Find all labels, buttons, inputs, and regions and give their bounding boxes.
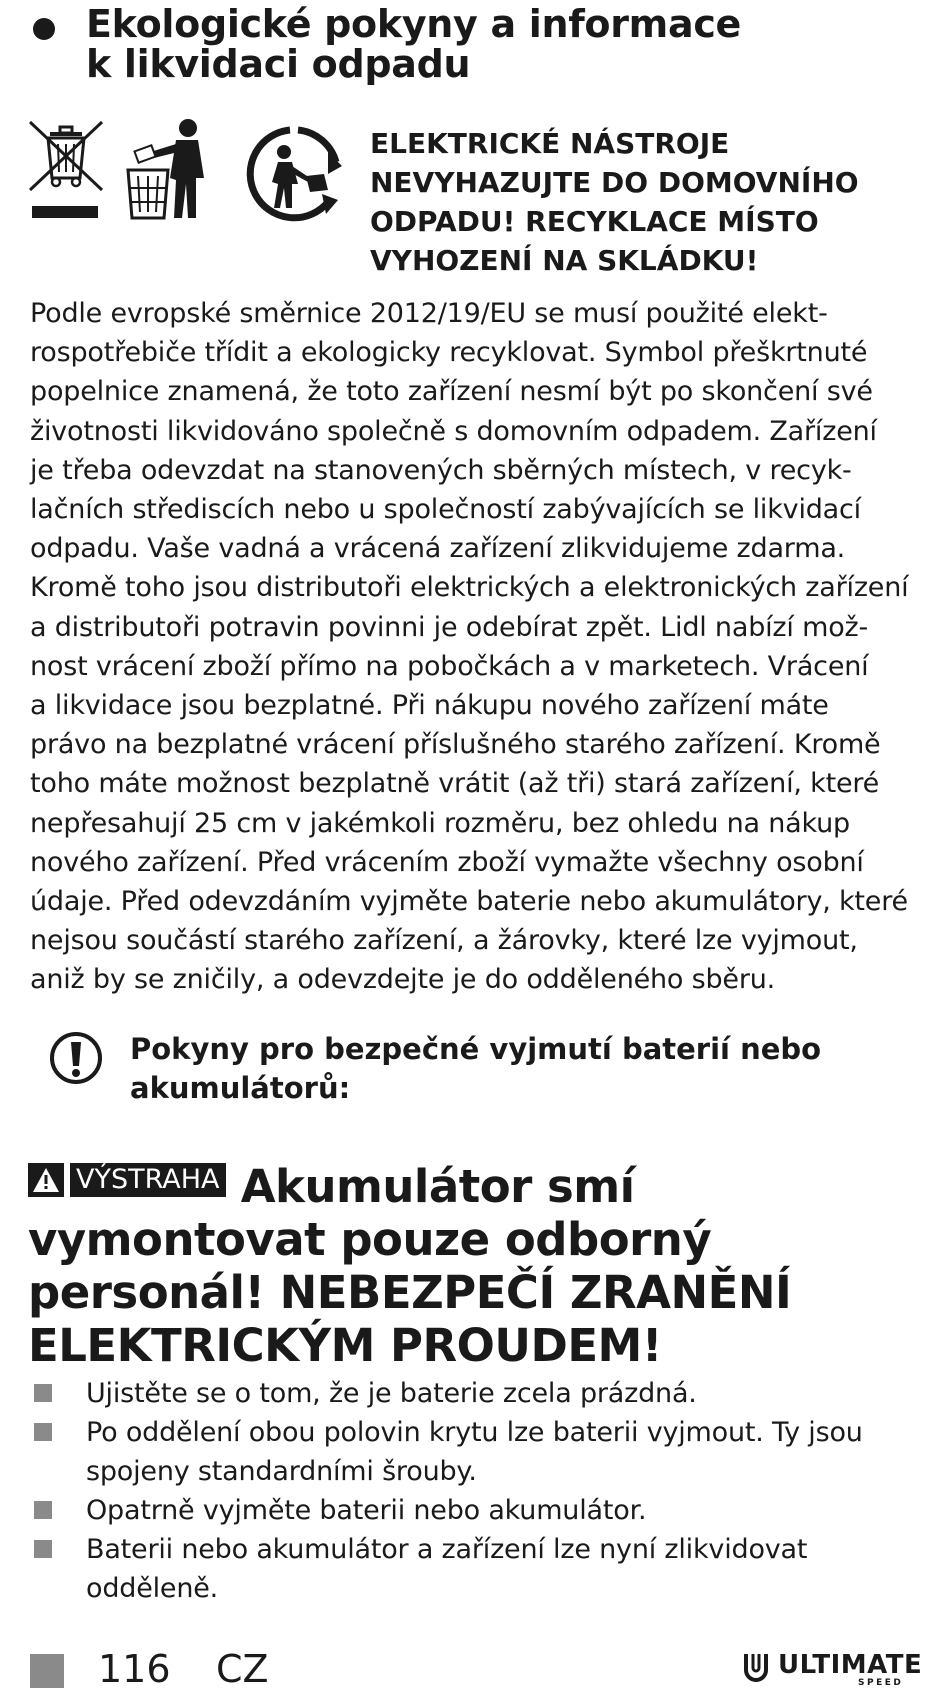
body-line: nost vrácení zboží přímo na pobočkách a v marketech. Vrácení	[30, 650, 869, 682]
body-line: a likvidace jsou bezplatné. Při nákupu nového zařízení máte	[30, 690, 829, 722]
notice-line-2: akumulátorů:	[130, 1071, 351, 1105]
notice-line-1: Pokyny pro bezpečné vyjmutí baterií nebo	[130, 1032, 822, 1066]
danger-warning	[28, 1160, 928, 1372]
danger-line-1: Akumulátor smí	[240, 1160, 635, 1213]
body-line: aniž by se zničily, a odevzdejte je do odděleného sběru.	[30, 964, 776, 996]
disposal-body-text	[30, 294, 930, 1000]
brand-mark-icon	[740, 1650, 772, 1682]
list-bullet	[34, 1501, 52, 1519]
litter-bin-person-icon	[126, 118, 226, 228]
disposal-warning-line: ELEKTRICKÉ NÁSTROJE	[370, 127, 730, 160]
body-line: nového zařízení. Před vrácením zboží vymažte všechny osobní	[30, 846, 864, 878]
section-title-line-2: k likvidaci odpadu	[86, 42, 471, 86]
step-text: Ujistěte se o tom, že je baterie zcela prázdná.	[86, 1378, 697, 1409]
page-number: 116	[98, 1647, 171, 1691]
body-line: a distributoři potravin povinni je odebírat zpět. Lidl nabízí mož-	[30, 611, 869, 643]
brand-subline: SPEED	[858, 1678, 904, 1688]
disposal-warning	[370, 124, 930, 280]
step-text-continued: odděleně.	[86, 1573, 219, 1604]
body-line: lačních střediscích nebo u společností zabývajících se likvidací	[30, 494, 861, 526]
section-heading	[30, 4, 910, 84]
recycling-person-icon	[238, 122, 350, 226]
list-item	[30, 1374, 930, 1413]
brand-name: ULTIMATE	[778, 1650, 923, 1680]
warning-badge	[28, 1163, 226, 1197]
warning-triangle-icon	[28, 1163, 64, 1197]
language-code: CZ	[216, 1647, 269, 1691]
battery-removal-notice	[48, 1030, 918, 1108]
body-line: údaje. Před odevzdáním vyjměte baterie nebo akumulátory, které	[30, 886, 908, 918]
list-bullet	[34, 1384, 52, 1402]
crossed-out-bin-icon	[26, 118, 106, 228]
step-text-continued: spojeny standardními šrouby.	[86, 1456, 477, 1487]
exclamation-circle-icon	[48, 1030, 104, 1086]
body-line: rospotřebiče třídit a ekologicky recyklovat. Symbol přeškrtnuté	[30, 337, 868, 369]
footer-marker	[30, 1654, 64, 1688]
body-line: životnosti likvidováno společně s domovním odpadem. Zařízení	[30, 415, 877, 447]
step-text: Po oddělení obou polovin krytu lze baterii vyjmout. Ty jsou	[86, 1417, 863, 1448]
warning-badge-label: VÝSTRAHA	[70, 1163, 226, 1197]
body-line: toho máte možnost bezplatně vrátit (až tři) stará zařízení, které	[30, 768, 880, 800]
danger-line-3: personál! NEBEZPEČÍ ZRANĚNÍ	[28, 1266, 792, 1319]
brand-logo	[740, 1650, 930, 1690]
disposal-warning-line: ODPADU! RECYKLACE MÍSTO	[370, 205, 819, 238]
body-line: právo na bezplatné vrácení příslušného starého zařízení. Kromě	[30, 729, 881, 761]
body-line: popelnice znamená, že toto zařízení nesmí být po skončení své	[30, 376, 873, 408]
disposal-warning-line: NEVYHAZUJTE DO DOMOVNÍHO	[370, 166, 859, 199]
step-text: Opatrně vyjměte baterii nebo akumulátor.	[86, 1495, 647, 1526]
list-item	[30, 1413, 930, 1491]
danger-line-4: ELEKTRICKÝM PROUDEM!	[28, 1319, 662, 1372]
danger-line-2: vymontovat pouze odborný	[28, 1213, 712, 1266]
list-item	[30, 1491, 930, 1530]
step-text: Baterii nebo akumulátor a zařízení lze nyní zlikvidovat	[86, 1534, 808, 1565]
page-footer	[30, 1646, 930, 1692]
disposal-warning-line: VYHOZENÍ NA SKLÁDKU!	[370, 244, 759, 277]
body-line: odpadu. Vaše vadná a vrácená zařízení zlikvidujeme zdarma.	[30, 533, 846, 565]
body-line: nepřesahují 25 cm v jakémkoli rozměru, bez ohledu na nákup	[30, 807, 850, 839]
body-line: Kromě toho jsou distributoři elektrických a elektronických zařízení	[30, 572, 909, 604]
list-bullet	[34, 1423, 52, 1441]
section-title-line-1: Ekologické pokyny a informace	[86, 2, 742, 46]
notice-text	[130, 1030, 918, 1108]
disposal-symbols	[26, 118, 356, 238]
list-bullet	[34, 1540, 52, 1558]
body-line: je třeba odevzdat na stanovených sběrných místech, v recyk-	[30, 454, 852, 486]
heading-bullet	[33, 18, 55, 40]
removal-steps	[30, 1374, 930, 1608]
body-line: Podle evropské směrnice 2012/19/EU se musí použité elekt-	[30, 298, 828, 329]
list-item	[30, 1530, 930, 1608]
body-line: nejsou součástí starého zařízení, a žárovky, které lze vyjmout,	[30, 925, 858, 957]
section-title	[86, 4, 910, 84]
